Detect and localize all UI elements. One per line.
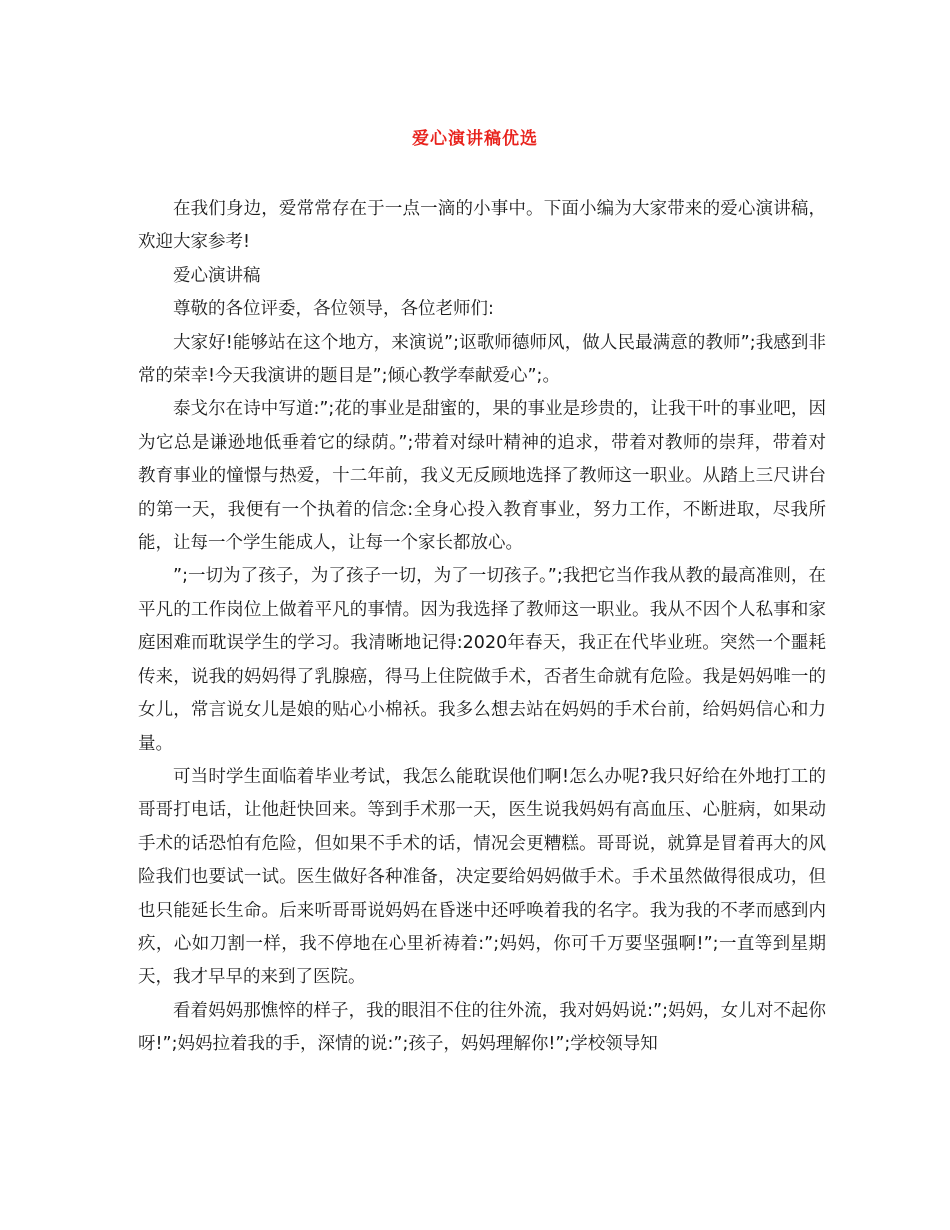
paragraph-exam: 可当时学生面临着毕业考试，我怎么能耽误他们啊!怎么办呢?我只好给在外地打工的哥哥打电话，让他赶快回来。等到手术那一天，医生说我妈妈有高血压、心脏病，如果动手术的话恐怕有危险，但如果不手术的话，情况会更糟糕。哥哥说，就算是冒着再大的风险我们也要试一试。医生做好各种准备，决定要给妈妈做手术。手术虽然做得很成功，但也只能延长生命。后来听哥哥说妈妈在昏迷中还呼唤着我的名字。我为我的不孝而感到内疚，心如刀割一样，我不停地在心里祈祷着:”;妈妈，你可千万要坚强啊!”;一直等到星期天，我才早早的来到了医院。 xyxy=(138,766,826,988)
paragraph-principle: ”;一切为了孩子，为了孩子一切，为了一切孩子。”;我把它当作我从教的最高准则，在平凡的工作岗位上做着平凡的事情。因为我选择了教师这一职业。我从不因个人私事和家庭困难而耽误学生的学习。我清晰地记得:2020年春天，我正在代毕业班。突然一个噩耗传来，说我的妈妈得了乳腺癌，得马上住院做手术，否者生命就有危险。我是妈妈唯一的女儿，常言说女儿是娘的贴心小棉袄。我多么想去站在妈妈的手术台前，给妈妈信心和力量。 xyxy=(138,566,826,754)
document-body xyxy=(138,193,826,1062)
paragraph-salutation: 尊敬的各位评委，各位领导，各位老师们: xyxy=(173,299,494,320)
paragraph-greeting: 大家好!能够站在这个地方，来演说”;讴歌师德师风，做人民最满意的教师”;我感到非常的荣幸!今天我演讲的题目是”;倾心教学奉献爱心”;。 xyxy=(138,332,826,387)
paragraph-tagore: 泰戈尔在诗中写道:”;花的事业是甜蜜的，果的事业是珍贵的，让我干叶的事业吧，因为它总是谦逊地低垂着它的绿荫。”;带着对绿叶精神的追求，带着对教师的崇拜，带着对教育事业的憧憬与热爱，十二年前，我义无反顾地选择了教师这一职业。从踏上三尺讲台的第一天，我便有一个执着的信念:全身心投入教育事业，努力工作，不断进取，尽我所能，让每一个学生能成人，让每一个家长都放心。 xyxy=(138,399,826,554)
paragraph-hospital: 看着妈妈那憔悴的样子，我的眼泪不住的往外流，我对妈妈说:”;妈妈，女儿对不起你呀!”;妈妈拉着我的手，深情的说:”;孩子，妈妈理解你!”;学校领导知 xyxy=(138,1000,826,1055)
paragraph-intro: 在我们身边，爱常常存在于一点一滴的小事中。下面小编为大家带来的爱心演讲稿，欢迎大家参考! xyxy=(138,199,826,253)
document-title: 爱心演讲稿优选 xyxy=(412,129,538,149)
paragraph-subtitle: 爱心演讲稿 xyxy=(173,265,261,286)
